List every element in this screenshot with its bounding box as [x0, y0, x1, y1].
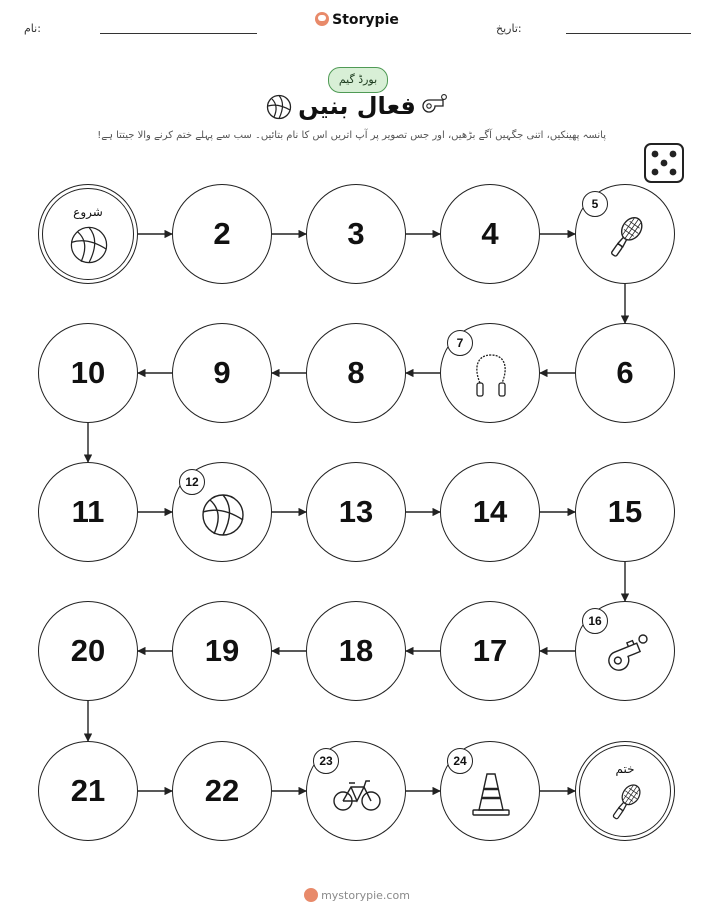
square-number: 15: [607, 494, 643, 529]
board-square-23[interactable]: [306, 741, 406, 841]
bicycle-icon: [332, 769, 382, 819]
footer-url: mystorypie.com: [321, 889, 410, 902]
board-square-20[interactable]: [38, 601, 138, 701]
board-square-2[interactable]: [172, 184, 272, 284]
square-number: 18: [338, 633, 374, 668]
board-square-22[interactable]: [172, 741, 272, 841]
board-game-badge: بورڈ گیم: [328, 67, 388, 93]
square-number: 9: [213, 355, 231, 390]
finish-square[interactable]: [575, 741, 675, 841]
whistle-icon: [601, 629, 651, 679]
square-number: 10: [70, 355, 106, 390]
board-square-13[interactable]: [306, 462, 406, 562]
square-number: 13: [338, 494, 374, 529]
tennis-racket-icon: [601, 212, 651, 262]
board-square-8[interactable]: [306, 323, 406, 423]
brand-name: Storypie: [332, 12, 399, 28]
square-number: 5: [582, 191, 608, 217]
square-number: 16: [582, 608, 608, 634]
instructions: پانسہ پھینکیں، اتنی جگہیں آگے بڑھیں، اور جس تصویر پر آپ اتریں اس کا نام بتائیں۔ سب سے پہلے ختم کرنے والا جیتتا ہے!: [97, 130, 606, 141]
footer: [0, 888, 714, 902]
board-square-17[interactable]: [440, 601, 540, 701]
board-square-18[interactable]: [306, 601, 406, 701]
board-square-15[interactable]: [575, 462, 675, 562]
board-square-5[interactable]: [575, 184, 675, 284]
square-number: 2: [213, 216, 231, 251]
square-number: 12: [179, 469, 205, 495]
beach-ball-icon: [198, 490, 248, 540]
board-square-4[interactable]: [440, 184, 540, 284]
board-square-10[interactable]: [38, 323, 138, 423]
square-number: 4: [481, 216, 499, 251]
beach-ball-icon: [67, 223, 111, 267]
board-square-14[interactable]: [440, 462, 540, 562]
board-square-12[interactable]: [172, 462, 272, 562]
board-square-24[interactable]: [440, 741, 540, 841]
page-title: فعال بنیں: [298, 92, 416, 120]
board-square-21[interactable]: [38, 741, 138, 841]
square-number: 11: [71, 494, 105, 529]
square-number: 21: [70, 773, 106, 808]
traffic-cone-icon: [466, 769, 516, 819]
board-square-19[interactable]: [172, 601, 272, 701]
board-square-7[interactable]: [440, 323, 540, 423]
tennis-racket-icon: [604, 780, 648, 824]
square-number: 17: [472, 633, 508, 668]
square-number: 23: [313, 748, 339, 774]
board-square-6[interactable]: [575, 323, 675, 423]
square-number: 24: [447, 748, 473, 774]
jump-rope-icon: [466, 351, 516, 401]
square-number: 19: [204, 633, 240, 668]
board-square-11[interactable]: [38, 462, 138, 562]
bear-icon: [304, 888, 318, 902]
square-number: 8: [347, 355, 365, 390]
start-square[interactable]: [38, 184, 138, 284]
square-number: 20: [70, 633, 106, 668]
square-number: 14: [472, 494, 508, 529]
square-number: 3: [347, 216, 365, 251]
board-square-9[interactable]: [172, 323, 272, 423]
finish-label: ختم: [615, 762, 635, 776]
date-label: تاریخ:: [496, 22, 522, 35]
square-number: 22: [204, 773, 240, 808]
name-label: نام:: [24, 22, 41, 35]
board-square-16[interactable]: [575, 601, 675, 701]
start-label: شروع: [73, 205, 103, 219]
square-number: 7: [447, 330, 473, 356]
board-square-3[interactable]: [306, 184, 406, 284]
square-number: 6: [616, 355, 634, 390]
